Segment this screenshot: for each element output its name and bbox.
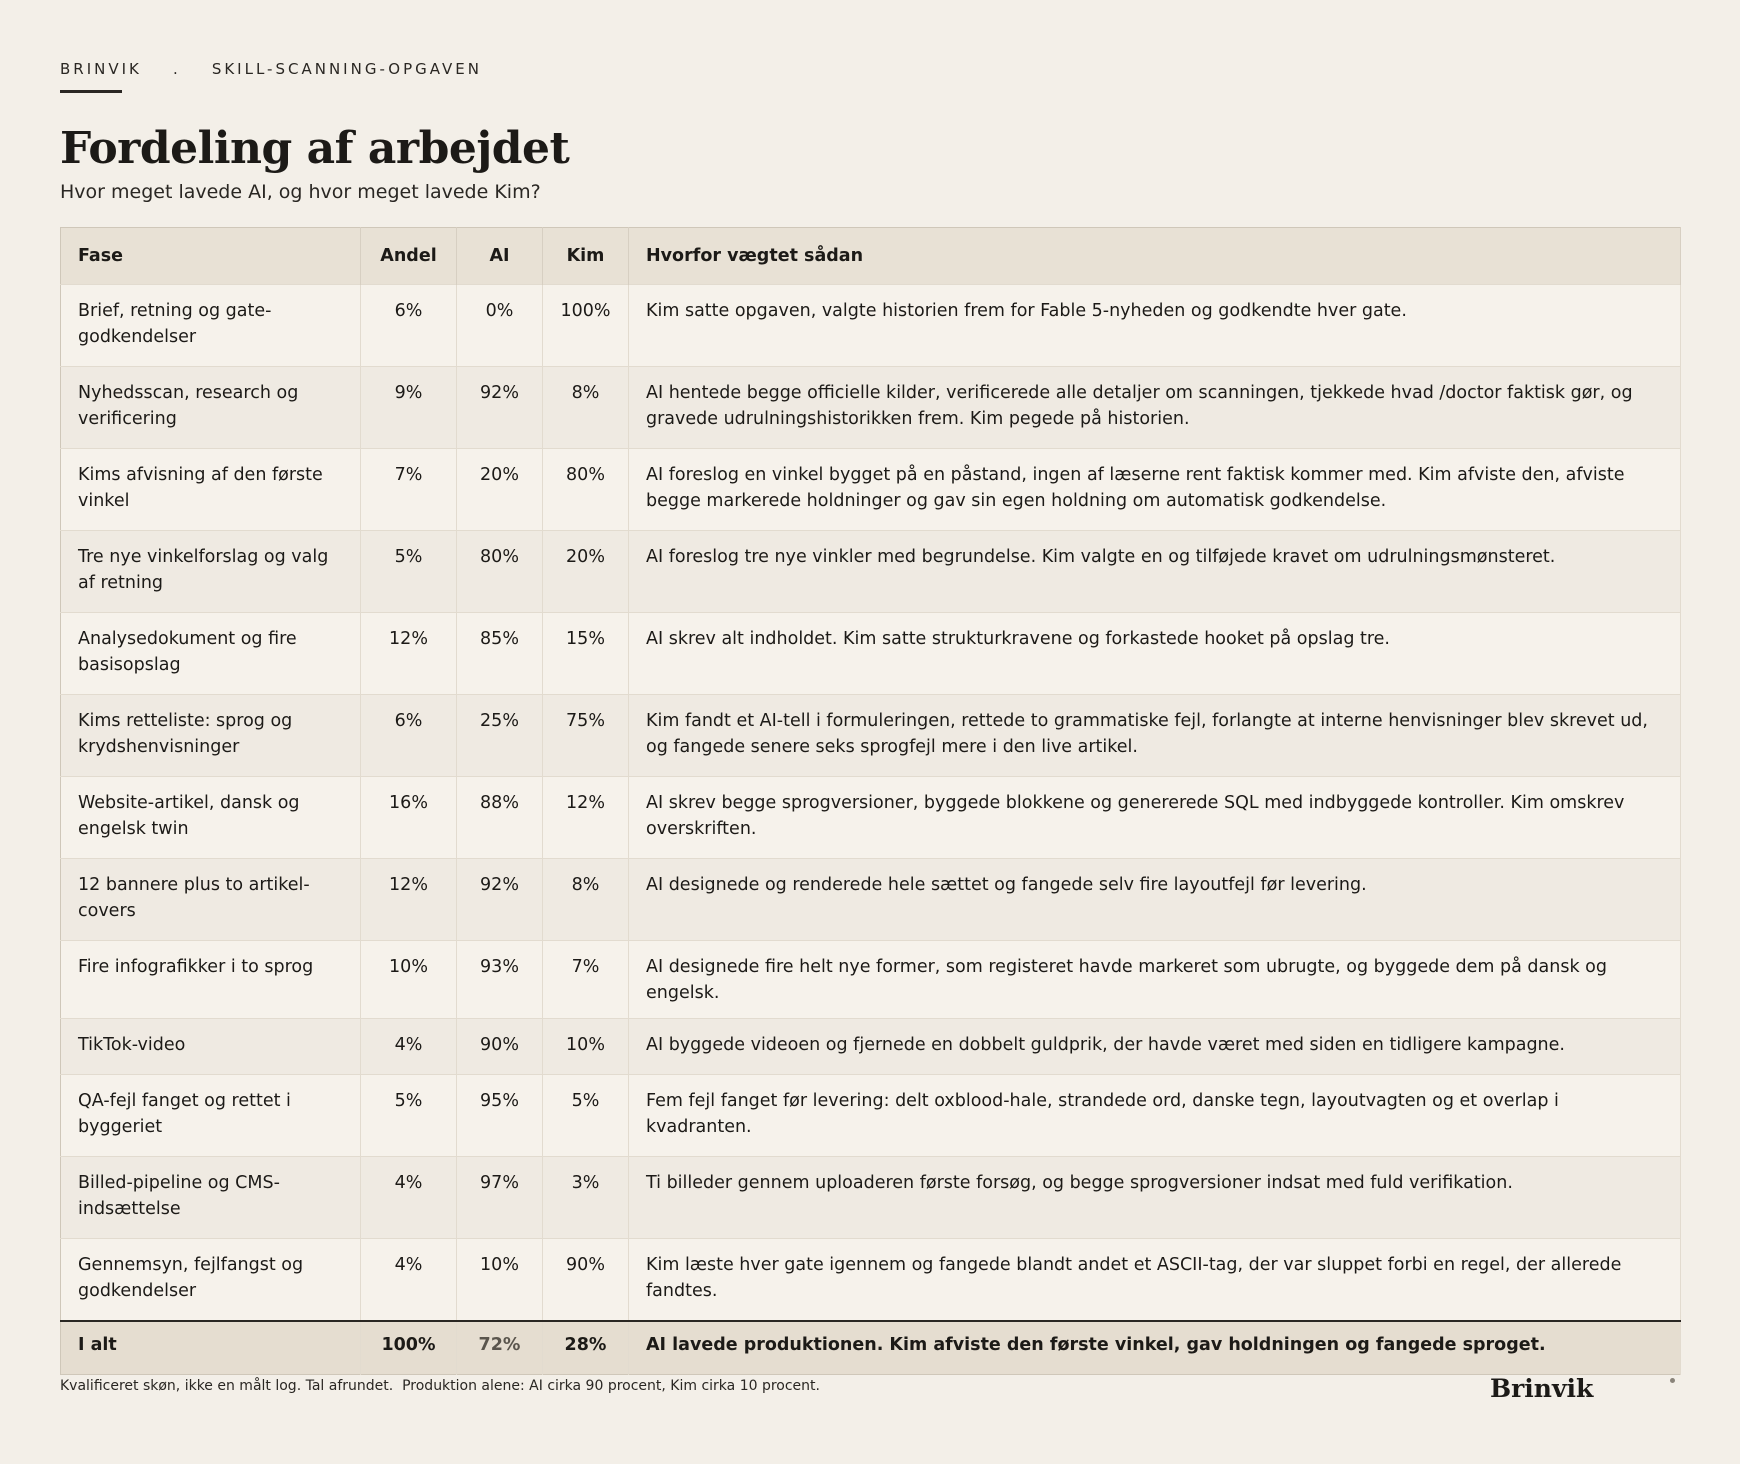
cell-ai: 95% <box>457 1075 543 1157</box>
cell-why: Kim læste hver gate igennem og fangede blandt andet et ASCII-tag, der var sluppet forbi en regel, der allerede fandtes. <box>629 1239 1681 1322</box>
cell-why: AI foreslog tre nye vinkler med begrundelse. Kim valgte en og tilføjede kravet om udrulningsmønsteret. <box>629 531 1681 613</box>
cell-why: AI designede og renderede hele sættet og fangede selv fire layoutfejl før levering. <box>629 859 1681 941</box>
cell-ai: 88% <box>457 777 543 859</box>
cell-fase: Tre nye vinkelforslag og valg af retning <box>61 531 361 613</box>
cell-andel: 4% <box>361 1239 457 1322</box>
cell-ai: 92% <box>457 859 543 941</box>
page-subtitle: Hvor meget lavede AI, og hvor meget lavede Kim? <box>60 181 541 204</box>
cell-why: Kim fandt et AI-tell i formuleringen, rettede to grammatiske fejl, forlangte at interne henvisninger blev skrevet ud, og fangede senere seks sprogfejl mere i den live artikel. <box>629 695 1681 777</box>
total-andel: 100% <box>361 1321 457 1375</box>
page <box>60 0 1680 1375</box>
total-why: AI lavede produktionen. Kim afviste den første vinkel, gav holdningen og fangede sproget. <box>629 1321 1681 1375</box>
cell-fase: Website-artikel, dansk og engelsk twin <box>61 777 361 859</box>
column-header-fase: Fase <box>61 228 361 285</box>
table-row <box>61 859 1681 941</box>
cell-why: Kim satte opgaven, valgte historien frem for Fable 5-nyheden og godkendte hver gate. <box>629 285 1681 367</box>
cell-ai: 80% <box>457 531 543 613</box>
cell-fase: Brief, retning og gate-godkendelser <box>61 285 361 367</box>
table-row <box>61 449 1681 531</box>
cell-why: Fem fejl fanget før levering: delt oxblood-hale, strandede ord, danske tegn, layoutvagten og et overlap i kvadranten. <box>629 1075 1681 1157</box>
table-row <box>61 367 1681 449</box>
eyebrow <box>60 60 1680 78</box>
cell-kim: 7% <box>543 941 629 1019</box>
cell-fase: Nyhedsscan, research og verificering <box>61 367 361 449</box>
cell-kim: 80% <box>543 449 629 531</box>
table-row <box>61 941 1681 1019</box>
table-row <box>61 613 1681 695</box>
table-total-row <box>61 1321 1681 1375</box>
cell-fase: Gennemsyn, fejlfangst og godkendelser <box>61 1239 361 1322</box>
eyebrow-separator: . <box>172 60 181 78</box>
decorative-dot <box>1670 1378 1675 1383</box>
cell-fase: 12 bannere plus to artikel-covers <box>61 859 361 941</box>
cell-ai: 93% <box>457 941 543 1019</box>
cell-kim: 3% <box>543 1157 629 1239</box>
column-header-why: Hvorfor vægtet sådan <box>629 228 1681 285</box>
cell-fase: Analysedokument og fire basisopslag <box>61 613 361 695</box>
cell-kim: 100% <box>543 285 629 367</box>
cell-andel: 6% <box>361 695 457 777</box>
cell-fase: Billed-pipeline og CMS-indsættelse <box>61 1157 361 1239</box>
table-row <box>61 695 1681 777</box>
cell-ai: 10% <box>457 1239 543 1322</box>
column-header-kim: Kim <box>543 228 629 285</box>
table-row <box>61 1075 1681 1157</box>
cell-kim: 90% <box>543 1239 629 1322</box>
eyebrow-brand: BRINVIK <box>60 60 142 78</box>
cell-why: AI designede fire helt nye former, som registeret havde markeret som ubrugte, og byggede dem på dansk og engelsk. <box>629 941 1681 1019</box>
cell-ai: 92% <box>457 367 543 449</box>
brand-logo: Brinvik <box>1490 1374 1594 1403</box>
cell-why: AI byggede videoen og fjernede en dobbelt guldprik, der havde været med siden en tidligere kampagne. <box>629 1019 1681 1075</box>
cell-andel: 10% <box>361 941 457 1019</box>
cell-why: AI foreslog en vinkel bygget på en påstand, ingen af læserne rent faktisk kommer med. Kim afviste den, afviste begge markerede holdninger og gav sin egen holdning om automatisk godkendelse. <box>629 449 1681 531</box>
cell-ai: 20% <box>457 449 543 531</box>
column-header-ai: AI <box>457 228 543 285</box>
cell-ai: 97% <box>457 1157 543 1239</box>
cell-why: AI hentede begge officielle kilder, verificerede alle detaljer om scanningen, tjekkede hvad /doctor faktisk gør, og gravede udrulningshistorikken frem. Kim pegede på historien. <box>629 367 1681 449</box>
cell-ai: 25% <box>457 695 543 777</box>
cell-ai: 90% <box>457 1019 543 1075</box>
cell-ai: 85% <box>457 613 543 695</box>
table-row <box>61 531 1681 613</box>
total-ai: 72% <box>457 1321 543 1375</box>
cell-kim: 75% <box>543 695 629 777</box>
cell-why: AI skrev alt indholdet. Kim satte strukturkravene og forkastede hooket på opslag tre. <box>629 613 1681 695</box>
cell-andel: 4% <box>361 1019 457 1075</box>
table-row <box>61 1157 1681 1239</box>
page-title: Fordeling af arbejdet <box>60 123 570 174</box>
footnote: Kvalificeret skøn, ikke en målt log. Tal afrundet. Produktion alene: AI cirka 90 procent, Kim cirka 10 procent. <box>60 1378 820 1394</box>
cell-andel: 12% <box>361 859 457 941</box>
cell-kim: 20% <box>543 531 629 613</box>
cell-andel: 12% <box>361 613 457 695</box>
cell-fase: TikTok-video <box>61 1019 361 1075</box>
cell-kim: 12% <box>543 777 629 859</box>
cell-fase: Fire infografikker i to sprog <box>61 941 361 1019</box>
cell-why: AI skrev begge sprogversioner, byggede blokkene og genererede SQL med indbyggede kontroller. Kim omskrev overskriften. <box>629 777 1681 859</box>
eyebrow-section: SKILL-SCANNING-OPGAVEN <box>211 60 483 78</box>
eyebrow-rule <box>60 90 122 93</box>
work-distribution-table <box>60 227 1681 1375</box>
cell-fase: QA-fejl fanget og rettet i byggeriet <box>61 1075 361 1157</box>
cell-why: Ti billeder gennem uploaderen første forsøg, og begge sprogversioner indsat med fuld verifikation. <box>629 1157 1681 1239</box>
cell-andel: 7% <box>361 449 457 531</box>
table-row <box>61 1019 1681 1075</box>
cell-kim: 5% <box>543 1075 629 1157</box>
table-row <box>61 1239 1681 1322</box>
cell-andel: 5% <box>361 1075 457 1157</box>
total-label: I alt <box>61 1321 361 1375</box>
column-header-andel: Andel <box>361 228 457 285</box>
cell-andel: 6% <box>361 285 457 367</box>
cell-andel: 16% <box>361 777 457 859</box>
cell-fase: Kims afvisning af den første vinkel <box>61 449 361 531</box>
cell-andel: 9% <box>361 367 457 449</box>
cell-fase: Kims retteliste: sprog og krydshenvisninger <box>61 695 361 777</box>
cell-kim: 8% <box>543 859 629 941</box>
cell-andel: 5% <box>361 531 457 613</box>
cell-kim: 15% <box>543 613 629 695</box>
total-kim: 28% <box>543 1321 629 1375</box>
cell-andel: 4% <box>361 1157 457 1239</box>
cell-kim: 8% <box>543 367 629 449</box>
table-header-row <box>61 228 1681 285</box>
cell-kim: 10% <box>543 1019 629 1075</box>
table-row <box>61 777 1681 859</box>
table-row <box>61 285 1681 367</box>
cell-ai: 0% <box>457 285 543 367</box>
